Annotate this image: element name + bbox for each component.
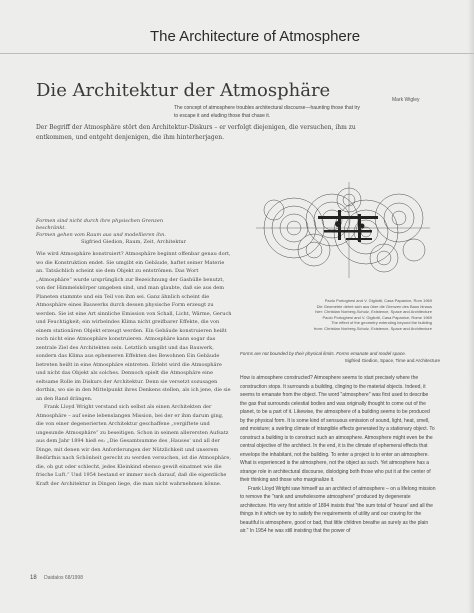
paragraph-german-2: Frank Lloyd Wright verstand sich selbst als einen Architekten der Atmosphäre – auf seine lebenslangen Mission, bei der er ihm darum ging, die von einer degenerierten Architektur geschaffene „vergiftete und ungesunde Atmosphäre“ zu beseitigen. Schon in seinem allerersten Aufsatz aus dem Jahr 1894 hieß es: „Die Gesamtsumme des ‚Hauses‘ und all der Dinge, mit denen wir den Anforderungen der Nützlichkeit und unserem Bedürfnis nach Schönheit gerecht zu werden versuchen, ist die Atmosphäre, die, ob gut oder schlecht, jedes Kleinkind ebenso gewiß einatmet wie die frische Luft.“ Und 1954 bestand er immer noch darauf, daß die eigentliche Kraft der Architektur in Dingen liege, die man nicht wahrnehmen könne. xyxy=(36,404,231,487)
figure-note-text: Forms are not bounded by their physical limits. Forms emanate and model space. xyxy=(240,351,406,356)
quote-source: Sigfried Giedion, Raum, Zeit, Architektur xyxy=(80,239,186,245)
paragraph-english-2: Frank Lloyd Wright saw himself as an architect of atmosphere – on a lifelong mission to remove the "rank and unwholesome atmosphere" produced by degenerate architecture. His very first article of 1894 insists that "the sum total of 'house' and all the things in it which we try to satisfy the requirements of utility and our craving for the beautiful is atmosphere, good or bad, that little children breathe as surely as the plain air." In 1954 he was still insisting that the power of xyxy=(240,485,436,534)
running-header-title: The Architecture of Atmosphere xyxy=(150,28,361,45)
caption-line-2: Die Geometrie dehnt sich aus über die Grenzen des Baus hinaus xyxy=(316,303,432,309)
page-footer xyxy=(30,575,230,581)
abstract-german: Der Begriff der Atmosphäre stört den Architektur-Diskurs – er verfolgt diejenigen, die versuchen, ihm zu entkommen, und entgeht denjenigen, die ihm hinterherjagen. xyxy=(36,124,356,141)
article-title-german: Die Architektur der Atmosphäre xyxy=(36,80,331,101)
page-fold-shadow xyxy=(468,0,474,613)
figure-caption xyxy=(300,298,432,332)
paragraph-german-1: Wie wird Atmosphäre konstruiert? Atmosphäre beginnt offenbar genau dort, wo die Konstruktion endet. Sie umgibt ein Gebäude, haftet seiner Materie an. Tatsächlich scheint sie dem Objekt zu entströmen. Das Wort „Atmosphäre“ wurde ursprünglich zur Bezeichnung der Gashülle benutzt, von der Himmelskörper umgeben sind, und man glaubte, daß sie aus dem Planeten stammte und ein Teil von ihm sei. Ganz ähnlich scheint die Atmosphäre eines Bauwerks durch dessen physische Form erzeugt zu werden. Sie ist eine Art sinnliche Emission von Schall, Licht, Wärme, Geruch und Feuchtigkeit; ein wirbelndes Klima nicht greifbarer Effekte, die von einem stationären Objekt erzeugt werden. Ein Gebäude konstruieren heißt noch nicht eine Atmosphäre konstruieren. Atmosphäre kann sogar das zentrale Ziel des Architekten sein. Letztlich umgibt und das Bauwerk, sondern das Klima aus ephemeren Effekten des Bewohnen Ein Gebäude betreten heißt in eine Atmosphäre eintreten. Erlebt wird die Atmosphäre und nicht das Objekt als solches. Dennoch spielt die Atmosphäre eine seltsame Rolle im Diskurs der Architektur. Denn sie versetzt sozusagen dorthin, wo sie in den Mittelpunkt ihres Denkens stellen, als ich jene, die sie an den Rand drängen. xyxy=(36,251,232,402)
caption-line-3: hier: Christian Norberg-Schulz, Existence, Space and Architecture xyxy=(315,309,432,315)
quote-line-2: Formen gehen vom Raum aus und modellieren ihn. xyxy=(36,232,166,238)
body-column-german xyxy=(36,250,232,488)
header-rule xyxy=(0,53,474,54)
journal-name: Daidalos 68/1998 xyxy=(44,575,83,581)
page-number: 18 xyxy=(30,575,37,581)
caption-line-1: Paolo Portoghesi and V. Gigliotti, Casa Papanice, Rom 1969 xyxy=(324,298,432,303)
figure-note-source: Sigfried Giedion, Space, Time and Architecture xyxy=(344,358,440,363)
caption-line-5: The effect of the geometry extending beyond the building xyxy=(331,320,432,326)
figure-note xyxy=(240,351,440,363)
caption-line-4: Paolo Portoghesi and V. Gigliotti, Casa Papanice, Rome 1969 xyxy=(322,314,432,320)
circles-plan-drawing xyxy=(254,180,432,280)
paragraph-english-1: How is atmosphere constructed? Atmosphere seems to start precisely where the construction stops. It surrounds a building, clinging to the material objects. Indeed, it seems to emanate from the object. The word "atmosphere" was first used to describe the gas that surrounds celestial bodies and was originally thought to come out of the planet, to be a part of it. Likewise, the atmosphere of a building seems to be produced by the physical form. It is some kind of sensuous emission of sound, light, heat, smell, and moisture; a swirling climate of intangible effects generated by a stationary object. To construct a building is to construct such an atmosphere. Atmosphere might even be the central objective of the architect. In the end, it is the climate of ephemeral effects that envelops the inhabitant, not the building. To enter a project is to enter an atmosphere. What is experienced is the atmosphere, not the object as such. Yet atmosphere has a strange role in architectural discourse, dislodging both those who put it at the center of their thinking and those who marginalize it. xyxy=(240,375,435,483)
abstract-english: The concept of atmosphere troubles architectural discourse—haunting those that try to escape it and eluding those that chase it. xyxy=(174,105,360,119)
quote-line-1: Formen sind nicht durch ihre physischen Grenzen beschränkt. xyxy=(36,218,164,231)
epigraph-quote xyxy=(36,218,186,246)
author-name: Mark Wigley xyxy=(392,97,420,103)
architectural-plan-figure xyxy=(254,180,432,280)
body-column-english xyxy=(240,374,436,536)
caption-line-6: from: Christian Norberg-Schulz, Existence, Space and Architecture xyxy=(313,325,432,331)
